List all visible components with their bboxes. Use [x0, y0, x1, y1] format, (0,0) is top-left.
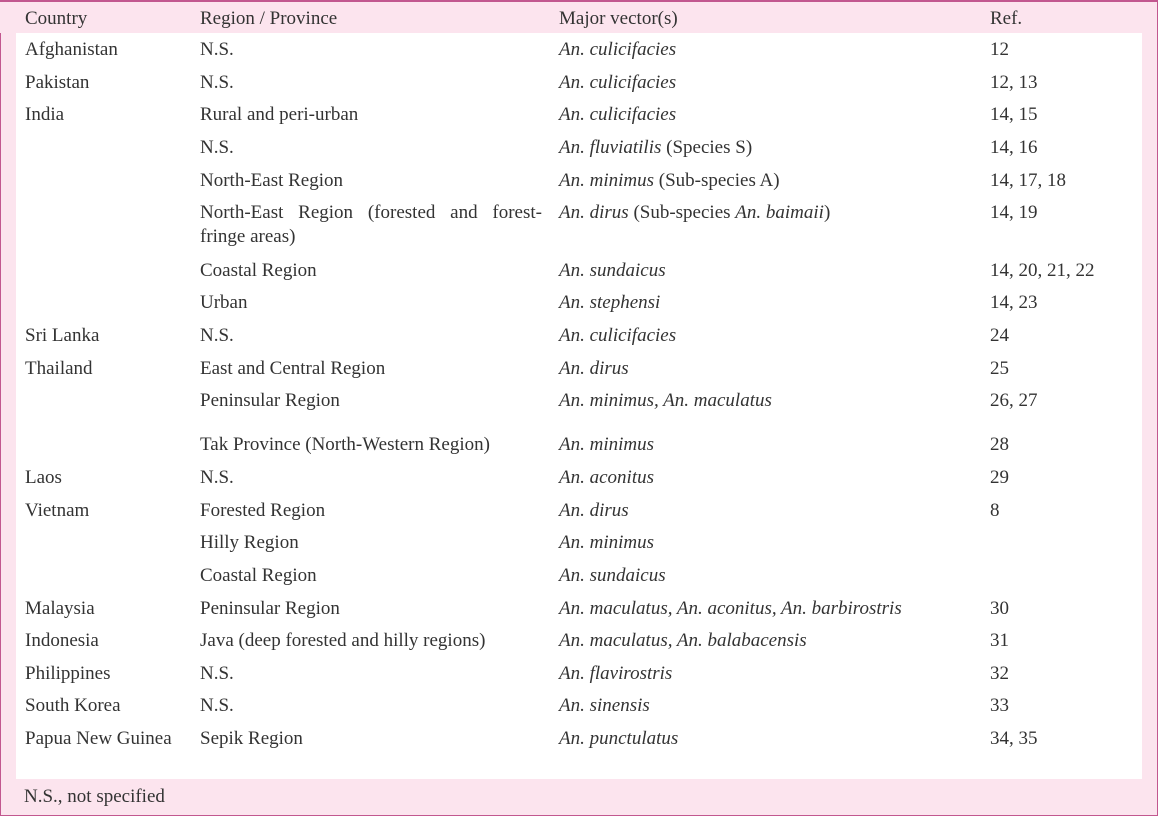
- cell-ref: 8: [990, 500, 1000, 521]
- cell-vector: [559, 597, 979, 621]
- cell-country: Indonesia: [25, 630, 99, 651]
- cell-region: N.S.: [200, 467, 234, 488]
- cell-ref: 30: [990, 598, 1009, 619]
- vector-text: An. culicifacies: [559, 72, 677, 93]
- vector-text: An. minimus: [559, 532, 654, 553]
- vector-text: An. minimus, An. maculatus: [559, 390, 772, 411]
- table-header: [0, 2, 1156, 33]
- vector-text: An. culicifacies: [559, 325, 677, 346]
- vector-text: An. flavirostris: [559, 663, 673, 684]
- cell-country: Sri Lanka: [25, 325, 100, 346]
- cell-region: Coastal Region: [200, 565, 317, 586]
- vector-text: An. culicifacies: [559, 39, 677, 60]
- cell-vector: [559, 136, 979, 160]
- vector-text: An. sinensis: [559, 695, 650, 716]
- cell-ref: 14, 17, 18: [990, 170, 1066, 191]
- vector-text: (Species S): [661, 137, 753, 158]
- cell-ref: 14, 19: [990, 202, 1038, 223]
- cell-region: Tak Province (North-Western Region): [200, 434, 490, 455]
- vector-text: An. punctulatus: [559, 728, 679, 749]
- cell-region: Peninsular Region: [200, 598, 340, 619]
- header-vector: Major vector(s): [559, 8, 678, 29]
- cell-ref: 12, 13: [990, 72, 1038, 93]
- cell-ref: 24: [990, 325, 1009, 346]
- cell-ref: 25: [990, 358, 1009, 379]
- cell-ref: 14, 16: [990, 137, 1038, 158]
- vector-text: An. sundaicus: [559, 565, 666, 586]
- header-country: Country: [25, 8, 88, 29]
- cell-vector: [559, 71, 979, 95]
- cell-vector: [559, 499, 979, 523]
- cell-vector: [559, 433, 979, 457]
- cell-ref: 14, 20, 21, 22: [990, 260, 1095, 281]
- cell-ref: 12: [990, 39, 1009, 60]
- cell-region: Sepik Region: [200, 728, 303, 749]
- cell-region: Forested Region: [200, 500, 326, 521]
- cell-country: Thailand: [25, 358, 93, 379]
- vector-text: An. dirus: [559, 358, 629, 379]
- vector-text: An. baimaii: [735, 202, 824, 223]
- cell-region: Peninsular Region: [200, 390, 340, 411]
- header-region: Region / Province: [200, 8, 338, 29]
- cell-vector: [559, 629, 979, 653]
- cell-country: Philippines: [25, 663, 111, 684]
- cell-region: N.S.: [200, 695, 234, 716]
- cell-country: South Korea: [25, 695, 121, 716]
- vector-text: An. culicifacies: [559, 104, 677, 125]
- cell-region: Hilly Region: [200, 532, 299, 553]
- cell-vector: [559, 169, 979, 193]
- vector-text: (Sub-species: [628, 202, 736, 223]
- table-body: [16, 33, 1142, 779]
- cell-region: Urban: [200, 292, 248, 313]
- cell-vector: [559, 531, 979, 555]
- cell-vector: [559, 201, 979, 225]
- cell-region: N.S.: [200, 325, 234, 346]
- cell-vector: [559, 103, 979, 127]
- cell-ref: 29: [990, 467, 1009, 488]
- cell-country: Laos: [25, 467, 62, 488]
- cell-ref: 14, 23: [990, 292, 1038, 313]
- cell-region: N.S.: [200, 39, 234, 60]
- cell-ref: 26, 27: [990, 390, 1038, 411]
- vector-text: An. aconitus: [559, 467, 654, 488]
- cell-vector: [559, 694, 979, 718]
- cell-ref: 28: [990, 434, 1009, 455]
- cell-ref: 14, 15: [990, 104, 1038, 125]
- cell-vector: [559, 389, 979, 413]
- vector-text: An. dirus: [559, 500, 629, 521]
- header-ref: Ref.: [990, 8, 1023, 29]
- vector-text: An. maculatus, An. aconitus, An. barbirostris: [559, 598, 902, 619]
- vector-text: An. minimus: [559, 434, 654, 455]
- cell-vector: [559, 727, 979, 751]
- cell-region: N.S.: [200, 663, 234, 684]
- vector-text: An. minimus: [559, 170, 654, 191]
- cell-country: Malaysia: [25, 598, 95, 619]
- cell-ref: 34, 35: [990, 728, 1038, 749]
- cell-region: N.S.: [200, 137, 234, 158]
- cell-vector: [559, 466, 979, 490]
- cell-region: Rural and peri-urban: [200, 104, 359, 125]
- cell-vector: [559, 259, 979, 283]
- cell-region: N.S.: [200, 72, 234, 93]
- cell-ref: 32: [990, 663, 1009, 684]
- cell-region: East and Central Region: [200, 358, 386, 379]
- cell-vector: [559, 38, 979, 62]
- vector-text: An. stephensi: [559, 292, 661, 313]
- cell-region: North-East Region: [200, 170, 344, 191]
- cell-country: Pakistan: [25, 72, 90, 93]
- footnote: N.S., not specified: [24, 786, 165, 807]
- cell-country: Papua New Guinea: [25, 728, 172, 749]
- cell-country: India: [25, 104, 65, 125]
- cell-vector: [559, 324, 979, 348]
- cell-vector: [559, 291, 979, 315]
- vector-text: An. fluviatilis: [559, 137, 662, 158]
- cell-country: Vietnam: [25, 500, 90, 521]
- cell-region: North-East Region (forested and forest-fringe areas): [200, 202, 542, 247]
- cell-region: Coastal Region: [200, 260, 317, 281]
- vector-text: An. sundaicus: [559, 260, 666, 281]
- cell-country: Afghanistan: [25, 39, 118, 60]
- cell-region: Java (deep forested and hilly regions): [200, 630, 486, 651]
- vector-text: (Sub-species A): [654, 170, 780, 191]
- vector-text: An. maculatus, An. balabacensis: [559, 630, 807, 651]
- vector-text: An. dirus: [559, 202, 629, 223]
- cell-vector: [559, 357, 979, 381]
- cell-vector: [559, 564, 979, 588]
- cell-ref: 31: [990, 630, 1009, 651]
- vector-text: ): [823, 202, 831, 223]
- cell-vector: [559, 662, 979, 686]
- cell-ref: 33: [990, 695, 1009, 716]
